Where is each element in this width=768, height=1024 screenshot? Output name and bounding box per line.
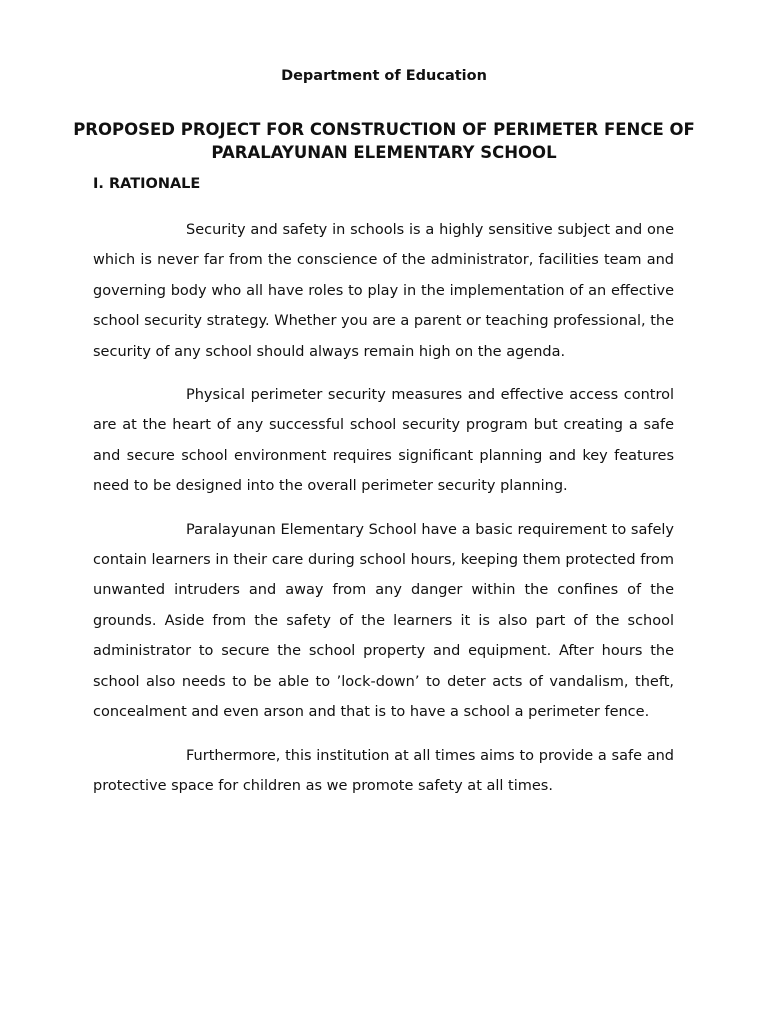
department-header: Department of Education xyxy=(281,68,487,84)
paragraph-school-requirement: Paralayunan Elementary School have a basic requirement to safely contain learners in their care during school hours, keeping them protected from unwanted intruders and away from any danger within the confines of the grounds. Aside from the safety of the learners it is also part of the school administrator to secure the school property and equipment. After hours the school also needs to be able to ’lock-down’ to deter acts of vandalism, theft, concealment and even arson and that is to have a school a perimeter fence. xyxy=(93,521,674,721)
section-heading-rationale: I. RATIONALE xyxy=(93,176,201,192)
paragraph-security-safety: Security and safety in schools is a highly sensitive subject and one which is never far from the conscience of the administrator, facilities team and governing body who all have roles to play in the implementation of an effective school security strategy. Whether you are a parent or teaching professional, the security of any school should always remain high on the agenda. xyxy=(93,222,674,360)
paragraph-perimeter-measures: Physical perimeter security measures and effective access control are at the heart of any successful school security program but creating a safe and secure school environment requires significant planning and key features need to be designed into the overall perimeter security planning. xyxy=(93,387,674,495)
document-title: PROPOSED PROJECT FOR CONSTRUCTION OF PERIMETER FENCE OF PARALAYUNAN ELEMENTARY SCHOOL xyxy=(73,120,695,162)
rationale-body xyxy=(93,215,674,814)
paragraph-furthermore: Furthermore, this institution at all times aims to provide a safe and protective space for children as we promote safety at all times. xyxy=(93,747,674,794)
